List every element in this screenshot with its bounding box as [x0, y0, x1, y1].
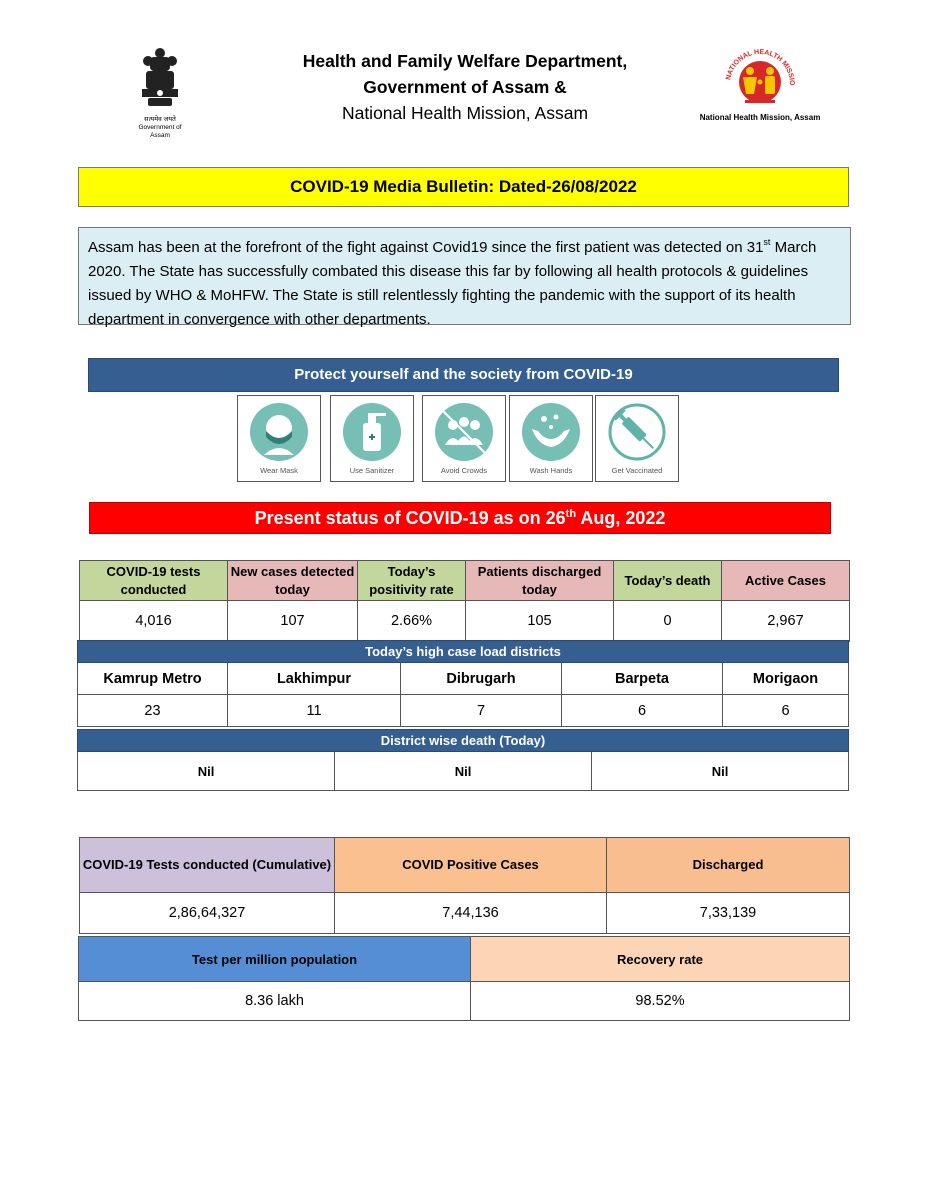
- header-discharged: Discharged: [607, 838, 850, 893]
- header-todays-death: Today’s death: [614, 561, 722, 601]
- emblem-hindi-caption: सत्यमेव जयते: [144, 116, 176, 123]
- status-heading-sup: th: [565, 508, 577, 520]
- nhm-caption: National Health Mission, Assam: [699, 113, 821, 122]
- lion-capital-icon: [128, 45, 192, 111]
- intro-text-part2: March 2020. The State has successfully combated this disease this far by following all health protocols & guidelines issued by WHO & MoHFW. The State is still relentlessly fighting the pandemic with the support of its health department in convergence with other departments.: [88, 239, 817, 328]
- table-header-row: [79, 937, 850, 982]
- death-value: Nil: [335, 752, 592, 791]
- document-header: [260, 48, 670, 126]
- district-value: 6: [562, 695, 723, 727]
- table-band-row: [78, 641, 849, 663]
- death-value: Nil: [78, 752, 335, 791]
- header-line-3: National Health Mission, Assam: [341, 103, 589, 123]
- value-tests-conducted: 4,016: [80, 601, 228, 642]
- district-name: Lakhimpur: [228, 663, 401, 695]
- tile-label: Get Vaccinated: [611, 466, 663, 475]
- state-emblem-logo: [128, 45, 192, 139]
- table-row: [78, 695, 849, 727]
- crowd-icon: [431, 401, 497, 463]
- value-new-cases: 107: [228, 601, 358, 642]
- status-heading-prefix: Present status of COVID-19 as on 26: [254, 508, 566, 528]
- header-new-cases: New cases detected today: [228, 561, 358, 601]
- daily-status-table: [79, 560, 850, 642]
- high-case-districts-table: [77, 640, 849, 727]
- district-value: 7: [401, 695, 562, 727]
- protect-heading: Protect yourself and the society from COVID-19: [88, 358, 839, 392]
- tile-label: Wash Hands: [529, 466, 573, 475]
- value-test-per-million: 8.36 lakh: [79, 982, 471, 1021]
- header-cumulative-tests: COVID-19 Tests conducted (Cumulative): [80, 838, 335, 893]
- value-discharged-today: 105: [466, 601, 614, 642]
- tile-wash-hands: [509, 395, 593, 482]
- nhm-logo: [690, 42, 830, 124]
- table-row: [78, 663, 849, 695]
- district-value: 11: [228, 695, 401, 727]
- table-header-row: [80, 838, 850, 893]
- status-heading-suffix: Aug, 2022: [576, 508, 666, 528]
- mask-icon: [246, 401, 312, 463]
- value-active-cases: 2,967: [722, 601, 850, 642]
- tile-wear-mask: [237, 395, 321, 482]
- header-test-per-million: Test per million population: [79, 937, 471, 982]
- value-cumulative-tests: 2,86,64,327: [80, 893, 335, 934]
- value-positive-cases: 7,44,136: [335, 893, 607, 934]
- bulletin-title: COVID-19 Media Bulletin: Dated-26/08/2022: [78, 167, 849, 207]
- present-status-heading: [89, 502, 831, 534]
- district-name: Dibrugarh: [401, 663, 562, 695]
- table-band-row: [78, 730, 849, 752]
- value-todays-death: 0: [614, 601, 722, 642]
- cumulative-table: [79, 837, 850, 934]
- district-name: Kamrup Metro: [78, 663, 228, 695]
- deaths-heading: District wise death (Today): [78, 730, 849, 752]
- table-row: [80, 601, 850, 642]
- header-line-1: Health and Family Welfare Department,: [302, 51, 628, 71]
- nhm-arc-text: NATIONAL HEALTH MISSIO: [725, 48, 796, 86]
- table-row: [80, 893, 850, 934]
- intro-paragraph: [78, 227, 851, 328]
- tile-get-vaccinated: [595, 395, 679, 482]
- sanitizer-icon: [339, 401, 405, 463]
- intro-superscript: st: [763, 237, 771, 247]
- header-line-2: Government of Assam &: [363, 77, 567, 97]
- nhm-family-icon: [690, 42, 830, 108]
- wash-hands-icon: [518, 401, 584, 463]
- rates-table: [78, 936, 850, 1021]
- value-positivity-rate: 2.66%: [358, 601, 466, 642]
- intro-text-part1: Assam has been at the forefront of the fight against Covid19 since the first patient was detected on 31: [88, 239, 764, 256]
- district-name: Barpeta: [562, 663, 723, 695]
- tile-avoid-crowds: [422, 395, 506, 482]
- tile-label: Avoid Crowds: [440, 466, 488, 475]
- tile-label: Wear Mask: [260, 466, 298, 475]
- vaccine-icon: [604, 401, 670, 463]
- tile-label: Use Sanitizer: [349, 466, 395, 475]
- table-row: [79, 982, 850, 1021]
- district-value: 6: [723, 695, 849, 727]
- tile-use-sanitizer: [330, 395, 414, 482]
- header-recovery-rate: Recovery rate: [471, 937, 850, 982]
- header-discharged-today: Patients discharged today: [466, 561, 614, 601]
- value-recovery-rate: 98.52%: [471, 982, 850, 1021]
- value-discharged: 7,33,139: [607, 893, 850, 934]
- header-active-cases: Active Cases: [722, 561, 850, 601]
- table-row: [78, 752, 849, 791]
- death-value: Nil: [592, 752, 849, 791]
- emblem-caption: Government of Assam: [138, 124, 182, 139]
- district-value: 23: [78, 695, 228, 727]
- header-tests-conducted: COVID-19 tests conducted: [80, 561, 228, 601]
- district-deaths-table: [77, 729, 849, 791]
- header-positive-cases: COVID Positive Cases: [335, 838, 607, 893]
- header-positivity-rate: Today’s positivity rate: [358, 561, 466, 601]
- districts-heading: Today’s high case load districts: [78, 641, 849, 663]
- table-header-row: [80, 561, 850, 601]
- district-name: Morigaon: [723, 663, 849, 695]
